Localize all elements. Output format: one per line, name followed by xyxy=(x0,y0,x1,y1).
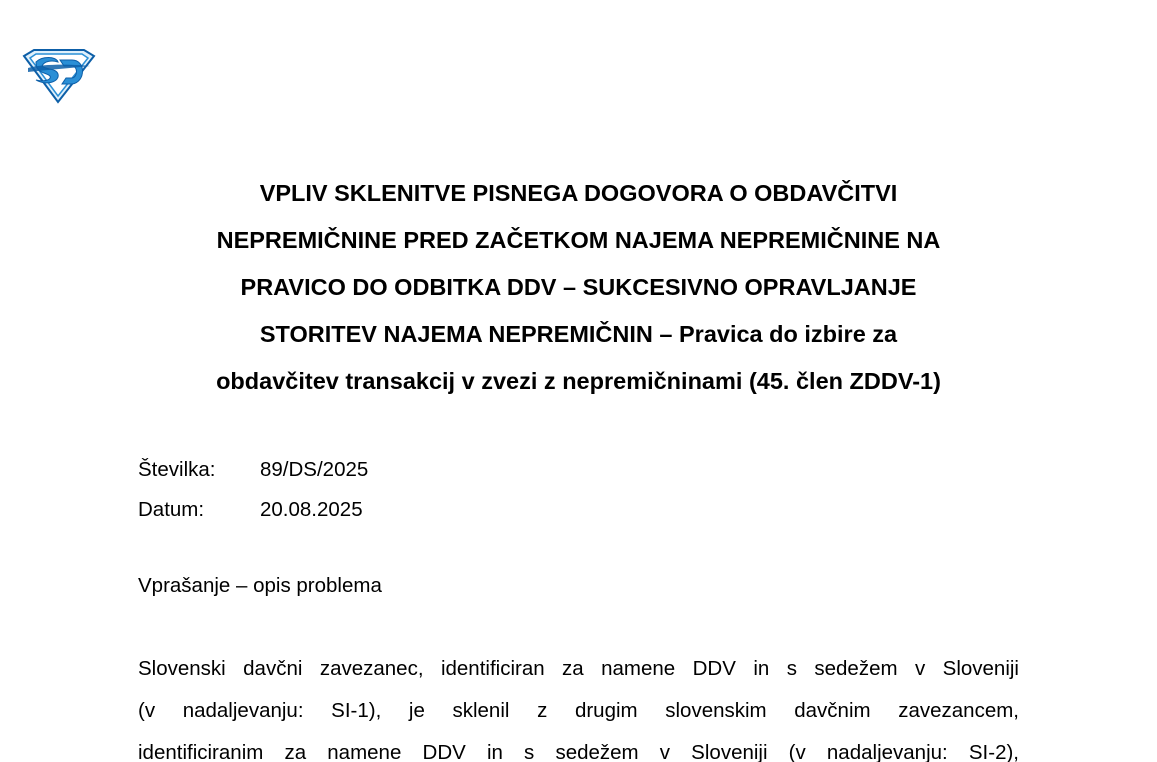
document-date-row xyxy=(138,490,368,530)
document-number-row xyxy=(138,450,368,490)
document-date-label: Datum: xyxy=(138,498,205,521)
organization-logo xyxy=(22,48,96,104)
body-line: Slovenski davčni zavezanec, identificiran za namene DDV in s sedežem v Sloveniji xyxy=(138,657,1019,680)
document-number-value: 89/DS/2025 xyxy=(260,458,369,481)
logo-icon xyxy=(22,48,96,104)
body-paragraph xyxy=(138,648,1019,762)
title-line: PRAVICO DO ODBITKA DDV – SUKCESIVNO OPRAVLJANJE xyxy=(240,274,917,300)
section-heading: Vprašanje – opis problema xyxy=(138,574,382,597)
document-title xyxy=(140,170,1017,405)
body-line: identificiranim za namene DDV in s sedežem v Sloveniji (v nadaljevanju: SI-2), xyxy=(138,741,1019,762)
document-number-label: Številka: xyxy=(138,458,216,481)
title-line: NEPREMIČNINE PRED ZAČETKOM NAJEMA NEPREMIČNINE NA xyxy=(216,227,941,253)
title-line: VPLIV SKLENITVE PISNEGA DOGOVORA O OBDAVČITVI xyxy=(259,180,898,206)
body-line: (v nadaljevanju: SI-1), je sklenil z drugim slovenskim davčnim zavezancem, xyxy=(138,699,1019,722)
document-date-value: 20.08.2025 xyxy=(260,498,363,521)
title-line: STORITEV NAJEMA NEPREMIČNIN – Pravica do izbire za xyxy=(259,321,898,347)
title-line: obdavčitev transakcij v zvezi z nepremičninami (45. člen ZDDV-1) xyxy=(216,368,941,394)
document-meta xyxy=(138,450,368,530)
